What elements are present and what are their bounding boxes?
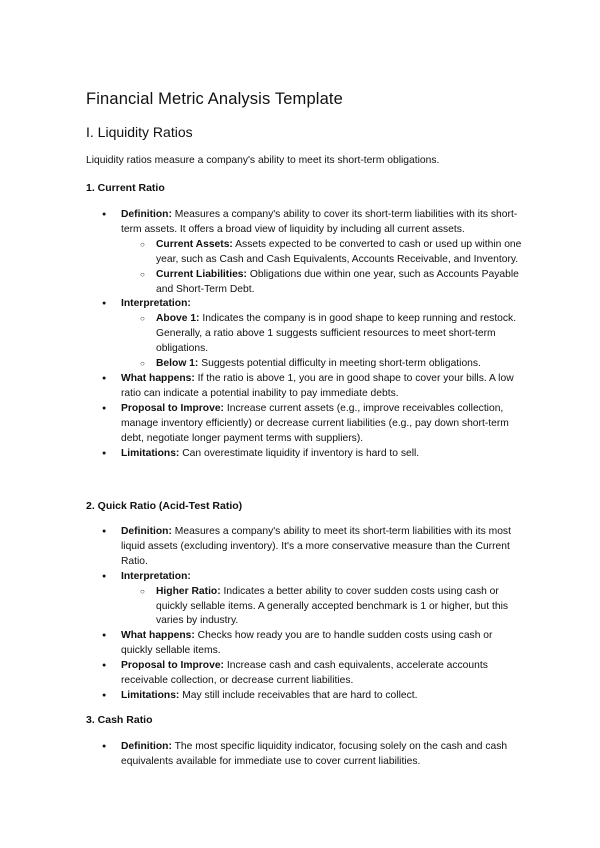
current-assets-text: Assets expected to be converted to cash or used up within one year, such as Cash and Cash Equivalents, Accounts Receivable, and Inventory. bbox=[156, 238, 522, 265]
list-item bbox=[86, 402, 526, 447]
list-item bbox=[86, 357, 526, 372]
list-item bbox=[86, 585, 526, 630]
definition-text: Measures a company's ability to cover its short-term liabilities with its short-term assets. It offers a broad view of liquidity by including all current assets. bbox=[121, 209, 518, 235]
above-1-text: Indicates the company is in good shape to keep running and restock. Generally, a ratio above 1 suggests sufficient resources to meet short-term obligations. bbox=[156, 313, 517, 355]
higher-ratio-text: Indicates a better ability to cover sudden costs using cash or quickly sellable items. A generally accepted benchmark is 1 or higher, but this varies by industry. bbox=[156, 585, 508, 627]
interpretation-label: Interpretation: bbox=[121, 298, 191, 310]
interpretation-label: Interpretation: bbox=[121, 570, 191, 582]
heading-current-ratio: 1. Current Ratio bbox=[86, 182, 165, 194]
list-item bbox=[86, 447, 526, 462]
limitations-label: Limitations: bbox=[121, 689, 180, 701]
limitations-text: Can overestimate liquidity if inventory is hard to sell. bbox=[182, 447, 420, 459]
below-1-text: Suggests potential difficulty in meeting short-term obligations. bbox=[201, 358, 481, 370]
list-item bbox=[86, 570, 526, 630]
definition-label: Definition: bbox=[121, 209, 172, 220]
below-1-label: Below 1: bbox=[156, 358, 199, 370]
current-assets-label: Current Assets: bbox=[156, 238, 233, 250]
definition-text: Measures a company's ability to meet its short-term liabilities with its most liquid assets (excluding inventory). It's a more conservative measure than the Current Ratio. bbox=[121, 526, 511, 567]
proposal-label: Proposal to Improve: bbox=[121, 660, 224, 672]
list-item bbox=[86, 689, 526, 704]
current-ratio-list bbox=[86, 208, 526, 461]
section-heading-liquidity: I. Liquidity Ratios bbox=[86, 124, 193, 140]
what-happens-text: If the ratio is above 1, you are in good shape to cover your bills. A low ratio can indicate a potential inability to pay immediate debts. bbox=[121, 372, 514, 399]
definition-label: Definition: bbox=[121, 741, 172, 752]
higher-ratio-label: Higher Ratio: bbox=[156, 585, 221, 597]
definition-label: Definition: bbox=[121, 526, 172, 537]
proposal-text: Increase cash and cash equivalents, accelerate accounts receivable collection, or decrease current liabilities. bbox=[121, 660, 488, 687]
definition-text: The most specific liquidity indicator, focusing solely on the cash and cash equivalents available for immediate use to cover current liabilities. bbox=[121, 741, 508, 767]
list-item bbox=[86, 629, 526, 659]
heading-cash-ratio: 3. Cash Ratio bbox=[86, 714, 153, 726]
cash-ratio-list bbox=[86, 740, 526, 770]
what-happens-label: What happens: bbox=[121, 372, 195, 384]
list-item bbox=[86, 740, 526, 770]
list-item bbox=[86, 312, 526, 357]
above-1-label: Above 1: bbox=[156, 313, 200, 325]
heading-quick-ratio: 2. Quick Ratio (Acid-Test Ratio) bbox=[86, 500, 243, 512]
limitations-text: May still include receivables that are hard to collect. bbox=[182, 689, 418, 701]
what-happens-text: Checks how ready you are to handle sudden costs using cash or quickly sellable items. bbox=[121, 630, 493, 657]
current-liabilities-text: Obligations due within one year, such as Accounts Payable and Short-Term Debt. bbox=[156, 268, 519, 295]
what-happens-label: What happens: bbox=[121, 630, 195, 642]
list-item bbox=[86, 268, 526, 298]
current-liabilities-label: Current Liabilities: bbox=[156, 268, 247, 280]
quick-ratio-list bbox=[86, 525, 526, 704]
list-item bbox=[86, 525, 526, 570]
list-item bbox=[86, 297, 526, 372]
list-item bbox=[86, 659, 526, 689]
proposal-text: Increase current assets (e.g., improve receivables collection, manage inventory efficiently) or decrease current liabilities (e.g., pay down short-term debt, negotiate longer payment terms with suppliers). bbox=[121, 402, 509, 444]
proposal-label: Proposal to Improve: bbox=[121, 402, 224, 414]
list-item bbox=[86, 238, 526, 268]
section-intro: Liquidity ratios measure a company's ability to meet its short-term obligations. bbox=[86, 155, 440, 166]
limitations-label: Limitations: bbox=[121, 447, 180, 459]
list-item bbox=[86, 372, 526, 402]
list-item bbox=[86, 208, 526, 297]
document-title: Financial Metric Analysis Template bbox=[86, 90, 343, 108]
